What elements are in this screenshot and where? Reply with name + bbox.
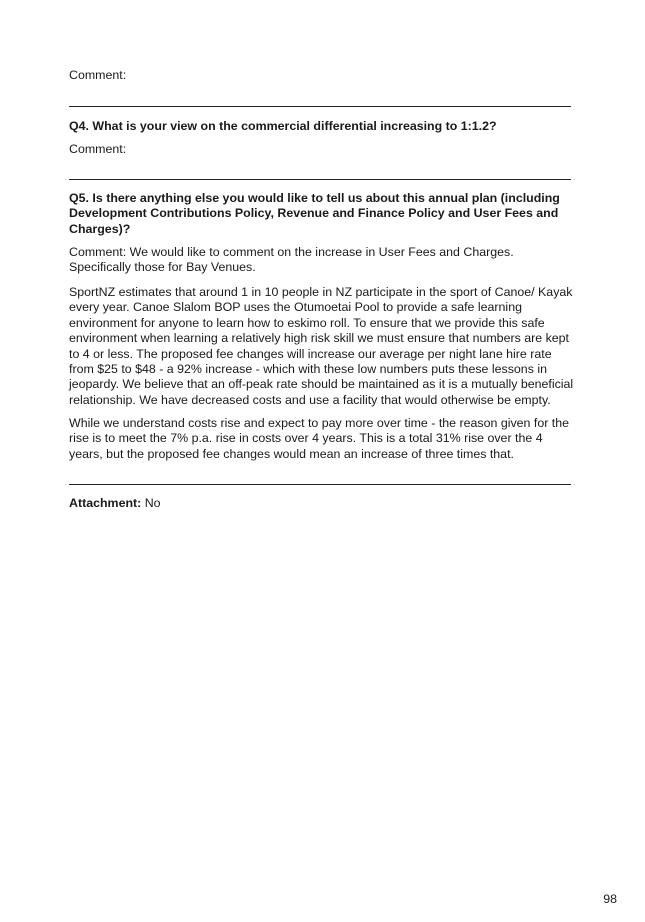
attachment-label: Attachment: bbox=[69, 496, 142, 510]
q5-paragraph-1 bbox=[69, 285, 579, 408]
paragraph-line: rise is to meet the 7% p.a. rise in costs over 4 years. This is a total 31% rise over the 4 bbox=[69, 431, 543, 446]
q5-question-line: Development Contributions Policy, Revenue and Finance Policy and User Fees and bbox=[69, 206, 559, 221]
paragraph-line: jeopardy. We believe that an off-peak rate should be maintained as it is a mutually beneficial bbox=[69, 377, 574, 392]
q5-question-line: Q5. Is there anything else you would like to tell us about this annual plan (including bbox=[69, 191, 560, 205]
q5-comment-line: Specifically those for Bay Venues. bbox=[69, 260, 256, 275]
q5-paragraph-2 bbox=[69, 416, 579, 462]
section-divider bbox=[69, 484, 571, 485]
paragraph-line: every year. Canoe Slalom BOP uses the Otumoetai Pool to provide a safe learning bbox=[69, 300, 522, 315]
page-number: 98 bbox=[603, 892, 617, 906]
q4-block bbox=[69, 119, 579, 134]
attachment-value: No bbox=[144, 496, 161, 510]
q4-comment-block bbox=[69, 142, 579, 157]
section-divider bbox=[69, 179, 571, 180]
paragraph-line: from $25 to $48 - a 92% increase - which with these low numbers puts these lessons in bbox=[69, 362, 547, 377]
attachment-block bbox=[69, 496, 579, 511]
q5-question-line: Charges)? bbox=[69, 221, 131, 236]
q3-comment-label: Comment: bbox=[69, 68, 127, 82]
q5-question-block bbox=[69, 191, 579, 237]
q4-question: Q4. What is your view on the commercial differential increasing to 1:1.2? bbox=[69, 119, 497, 133]
q5-comment-line: Comment: We would like to comment on the increase in User Fees and Charges. bbox=[69, 245, 514, 259]
paragraph-line: years, but the proposed fee changes would mean an increase of three times that. bbox=[69, 446, 514, 461]
paragraph-line: to 4 or less. The proposed fee changes will increase our average per night lane hire rate bbox=[69, 346, 552, 361]
paragraph-line: SportNZ estimates that around 1 in 10 people in NZ participate in the sport of Canoe/ Kayak bbox=[69, 285, 573, 299]
paragraph-line: relationship. We have decreased costs and use a facility that would otherwise be empty. bbox=[69, 392, 551, 407]
q3-comment-block bbox=[69, 68, 579, 83]
paragraph-line: environment when learning a relatively high risk skill we must ensure that numbers are kept bbox=[69, 331, 569, 346]
section-divider bbox=[69, 106, 571, 107]
paragraph-line: While we understand costs rise and expect to pay more over time - the reason given for the bbox=[69, 416, 570, 430]
q4-comment-label: Comment: bbox=[69, 142, 127, 156]
q5-comment-block bbox=[69, 245, 579, 276]
paragraph-line: environment for anyone to learn how to eskimo roll. To ensure that we provide this safe bbox=[69, 315, 545, 330]
